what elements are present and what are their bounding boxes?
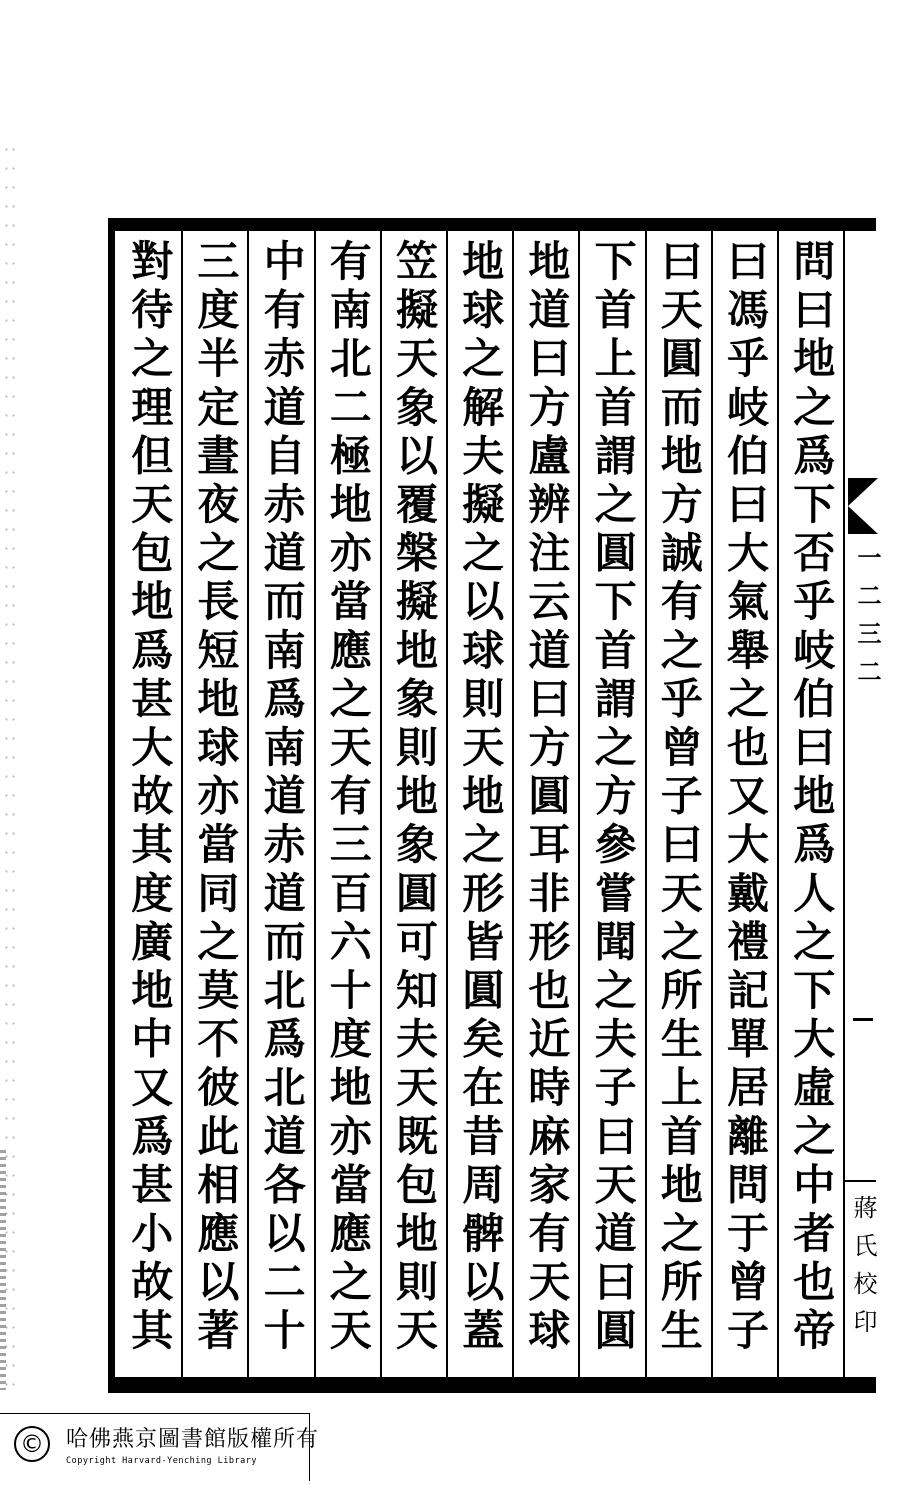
frame-bottom-border [108,1377,876,1393]
column-text: 問曰地之爲下否乎岐伯曰地爲人之下大虛之中者也帝 [787,239,837,1357]
text-column-11 [777,231,843,1377]
text-block [115,231,843,1377]
margin-divider [843,1180,876,1182]
copyright-notice [0,1413,320,1481]
column-text: 對待之理但天包地爲甚大故其度廣地中又爲甚小故其 [125,239,175,1357]
scan-edge-bar [0,1150,6,1390]
copyright-english: Copyright Harvard-Yenching Library [66,1456,257,1466]
column-text: 三度半定晝夜之長短地球亦當同之莫不彼此相應以著 [191,239,241,1357]
text-column-2 [181,231,247,1377]
column-text: 曰天圓而地方誠有之乎曾子曰天之所生上首地之所生 [654,239,704,1357]
frame-left-border [108,218,115,1393]
column-text: 中有赤道自赤道而南爲南道赤道而北爲北道各以二十 [257,239,307,1357]
page-number: 一二三二 [853,545,882,697]
text-column-9 [645,231,711,1377]
copyright-chinese: 哈佛燕京圖書館版權所有 [66,1427,320,1452]
column-text: 地道曰方盧辨注云道曰方圓耳非形也近時麻家有天球 [522,239,572,1357]
text-column-10 [711,231,777,1377]
column-text: 下首上首謂之圓下首謂之方參嘗聞之夫子曰天道曰圓 [588,239,638,1357]
text-column-3 [247,231,313,1377]
column-text: 笠擬天象以覆槃擬地象則地象圓可知夫天既包地則天 [389,239,439,1357]
margin-dash [853,1018,873,1021]
column-text: 地球之解夫擬之以球則天地之形皆圓矣在昔周髀以蓋 [456,239,506,1357]
text-column-6 [446,231,512,1377]
text-column-8 [578,231,644,1377]
column-text: 有南北二極地亦當應之天有三百六十度地亦當應之天 [323,239,373,1357]
fishtail-mark [848,478,878,534]
frame-top-border [108,218,876,231]
publisher-seal-text: 蔣氏校印 [849,1195,877,1347]
text-column-1 [115,231,181,1377]
text-column-4 [314,231,380,1377]
column-text: 曰馮乎岐伯曰大氣舉之也又大戴禮記單居離問于曾子 [720,239,770,1357]
text-column-7 [512,231,578,1377]
text-column-5 [380,231,446,1377]
copyright-icon: © [14,1426,50,1462]
